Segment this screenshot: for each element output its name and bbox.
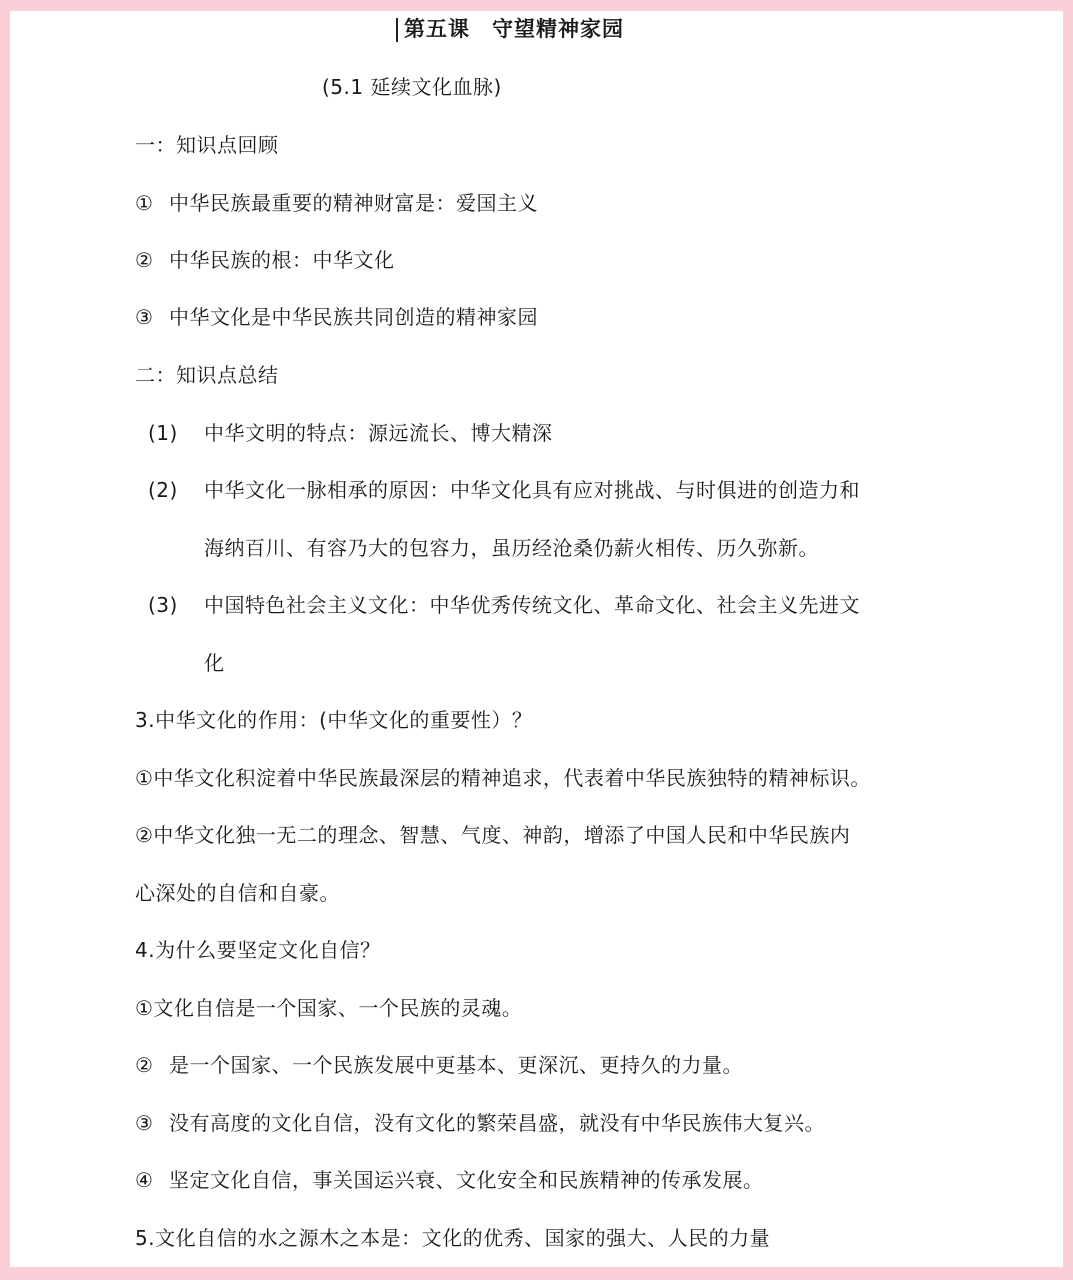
item-text: 中华民族最重要的精神财富是：爱国主义: [169, 191, 538, 215]
item-marker: (3): [148, 593, 178, 617]
item-text: 中华文化一脉相承的原因：中华文化具有应对挑战、与时俱进的创造力和: [204, 478, 860, 502]
item-text: 中国特色社会主义文化：中华优秀传统文化、革命文化、社会主义先进文: [204, 593, 860, 617]
title-bar-decoration: [396, 18, 398, 42]
item-text: 是一个国家、一个民族发展中更基本、更深沉、更持久的力量。: [169, 1053, 743, 1077]
section1-heading: 一：知识点回顾: [135, 133, 279, 157]
item-marker: ③: [135, 1111, 154, 1135]
item-marker: (2): [148, 478, 178, 502]
item-text-continuation: 化: [204, 651, 225, 675]
section2-heading: 二：知识点总结: [135, 363, 279, 387]
item-text: 中华文化是中华民族共同创造的精神家园: [169, 305, 538, 329]
list-item: [135, 248, 395, 272]
item-text: 没有高度的文化自信，没有文化的繁荣昌盛，就没有中华民族伟大复兴。: [169, 1111, 825, 1135]
item-marker: ②: [135, 248, 154, 272]
lesson-label: 第五课: [404, 17, 470, 41]
section4-heading: 4.为什么要坚定文化自信？: [135, 938, 381, 962]
subtitle: (5.1 延续文化血脉): [322, 75, 502, 99]
item-text: 中华文明的特点：源远流长、博大精深: [204, 421, 553, 445]
list-item: [135, 191, 538, 215]
list-item: [135, 1168, 764, 1192]
item-marker: ②: [135, 1053, 154, 1077]
item-text: 坚定文化自信，事关国运兴衰、文化安全和民族精神的传承发展。: [169, 1168, 764, 1192]
item-text-continuation: 海纳百川、有容乃大的包容力，虽历经沧桑仍薪火相传、历久弥新。: [204, 536, 819, 560]
list-item: [148, 478, 860, 502]
item-marker: ③: [135, 305, 154, 329]
list-item: [135, 1053, 743, 1077]
page-title: [396, 17, 624, 42]
list-item: [148, 593, 860, 617]
list-item: [135, 305, 538, 329]
list-item: ②中华文化独一无二的理念、智慧、气度、神韵，增添了中国人民和中华民族内: [135, 823, 851, 847]
list-item: ①中华文化积淀着中华民族最深层的精神追求，代表着中华民族独特的精神标识。: [135, 766, 871, 790]
list-item: [148, 421, 553, 445]
list-item: [135, 1111, 825, 1135]
item-text-continuation: 心深处的自信和自豪。: [135, 881, 340, 905]
item-marker: ①: [135, 191, 154, 215]
section5-heading: 5.文化自信的水之源木之本是：文化的优秀、国家的强大、人民的力量: [135, 1226, 771, 1250]
item-marker: (1): [148, 421, 178, 445]
item-text: 中华民族的根：中华文化: [169, 248, 395, 272]
item-marker: ④: [135, 1168, 154, 1192]
list-item: ①文化自信是一个国家、一个民族的灵魂。: [135, 996, 523, 1020]
section3-heading: 3.中华文化的作用：(中华文化的重要性）？: [135, 708, 533, 732]
lesson-title: 守望精神家园: [492, 17, 624, 41]
document-page: [10, 11, 1063, 1267]
